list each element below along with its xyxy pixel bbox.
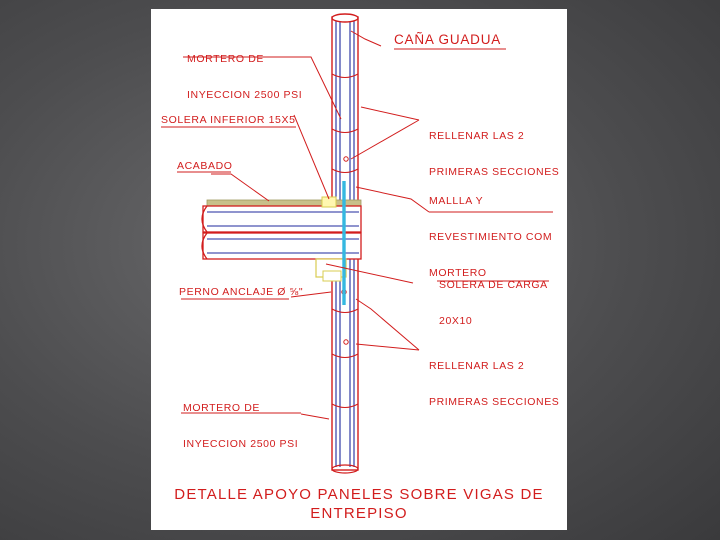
label-mortero-top: MORTERO DE INYECCION 2500 PSI bbox=[187, 53, 303, 101]
label-cana-guadua: CAÑA GUADUA bbox=[394, 32, 502, 47]
floor-beams bbox=[202, 200, 361, 259]
label-rellenar-top: RELLENAR LAS 2 PRIMERAS SECCIONES bbox=[429, 130, 560, 178]
label-malla: MALLLA Y REVESTIMIENTO COM MORTERO bbox=[429, 195, 553, 279]
label-solera-inferior: SOLERA INFERIOR 15X5 bbox=[161, 114, 296, 126]
drawing-title: DETALLE APOYO PANELES SOBRE VIGAS DE ENTREPISO bbox=[174, 486, 544, 522]
label-perno-anclaje: PERNO ANCLAJE Ø ⅝" bbox=[179, 286, 304, 298]
label-rellenar-bottom: RELLENAR LAS 2 PRIMERAS SECCIONES bbox=[429, 360, 560, 408]
drawing-sheet bbox=[151, 9, 567, 530]
label-solera-de-carga: SOLERA DE CARGA 20X10 bbox=[439, 279, 548, 327]
label-mortero-bottom: MORTERO DE INYECCION 2500 PSI bbox=[183, 402, 299, 450]
label-acabado: ACABADO bbox=[177, 160, 233, 172]
